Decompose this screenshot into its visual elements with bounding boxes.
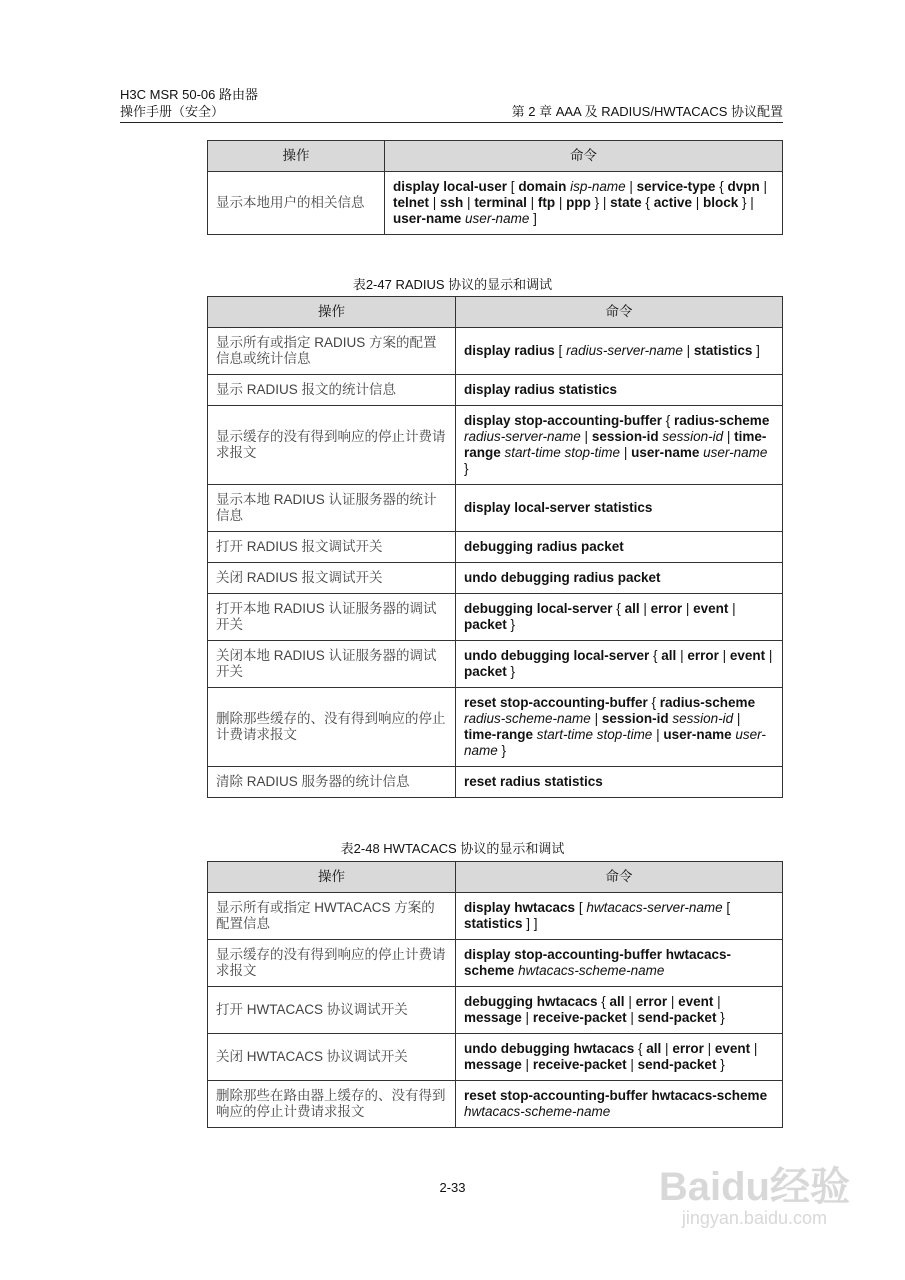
page-number: 2-33: [439, 1180, 466, 1195]
table-row: [208, 594, 783, 641]
command-keyword: receive-packet: [532, 1010, 627, 1025]
command-keyword: statistics: [464, 916, 523, 931]
command-argument: hwtacacs-scheme-name: [518, 963, 665, 978]
command-symbol: {: [597, 994, 610, 1009]
command-cell: [456, 767, 783, 798]
table-row: [208, 1034, 783, 1081]
local-user-table: [207, 140, 783, 235]
command-keyword: display radius statistics: [464, 382, 618, 397]
operation-cell: 显示本地用户的相关信息: [208, 172, 385, 235]
command-keyword: event: [714, 1041, 751, 1056]
command-keyword: session-id: [601, 711, 669, 726]
command-keyword: session-id: [591, 429, 659, 444]
table-row: [208, 688, 783, 767]
command-symbol: |: [759, 179, 767, 194]
command-symbol: } |: [738, 195, 754, 210]
command-symbol: |: [661, 1041, 673, 1056]
command-argument: radius-server-name: [566, 343, 683, 358]
command-argument: start-time stop-time: [536, 727, 653, 742]
command-symbol: |: [691, 195, 703, 210]
command-symbol: {: [641, 195, 654, 210]
command-symbol: [: [554, 343, 567, 358]
command-keyword: user-name: [631, 445, 700, 460]
command-symbol: {: [662, 413, 675, 428]
command-symbol: ] ]: [522, 916, 538, 931]
command-keyword: reset stop-accounting-buffer hwtacacs-scheme: [464, 1088, 768, 1103]
command-keyword: statistics: [693, 343, 753, 358]
command-argument: user-name: [703, 445, 768, 460]
command-symbol: |: [463, 195, 475, 210]
command-keyword: packet: [464, 617, 507, 632]
table-row: [208, 328, 783, 375]
command-symbol: |: [765, 648, 773, 663]
command-keyword: terminal: [474, 195, 527, 210]
command-keyword: error: [650, 601, 683, 616]
command-keyword: display stop-accounting-buffer: [464, 413, 663, 428]
command-keyword: state: [610, 195, 642, 210]
operation-cell: 打开 HWTACACS 协议调试开关: [208, 987, 456, 1034]
command-symbol: |: [580, 429, 592, 444]
watermark-url: jingyan.baidu.com: [681, 1208, 827, 1228]
command-keyword: all: [624, 601, 640, 616]
command-keyword: user-name: [663, 727, 732, 742]
command-symbol: {: [634, 1041, 647, 1056]
operation-cell: 显示本地 RADIUS 认证服务器的统计信息: [208, 485, 456, 532]
command-keyword: block: [702, 195, 739, 210]
table-row: [208, 893, 783, 940]
hwtacacs-table: [207, 861, 783, 1128]
command-argument: hwtacacs-scheme-name: [464, 1104, 611, 1119]
command-symbol: |: [703, 1041, 715, 1056]
command-symbol: |: [624, 994, 636, 1009]
command-keyword: send-packet: [637, 1057, 717, 1072]
command-keyword: reset radius statistics: [464, 774, 603, 789]
command-argument: hwtacacs-server-name: [586, 900, 723, 915]
command-cell: [456, 328, 783, 375]
command-keyword: time-range: [464, 727, 534, 742]
header-chapter: 第 2 章 AAA 及 RADIUS/HWTACACS 协议配置: [511, 104, 783, 119]
watermark-logo-text: Baidu经验: [658, 1165, 850, 1209]
operation-cell: 打开本地 RADIUS 认证服务器的调试开关: [208, 594, 456, 641]
command-keyword: event: [678, 994, 714, 1009]
operation-cell: 删除那些缓存的、没有得到响应的停止计费请求报文: [208, 688, 456, 767]
command-keyword: packet: [464, 664, 507, 679]
command-keyword: debugging hwtacacs: [464, 994, 598, 1009]
command-symbol: {: [649, 648, 662, 663]
command-keyword: display stop-accounting-buffer hwtacacs-scheme: [464, 947, 732, 978]
header-manual: 操作手册（安全）: [120, 104, 225, 119]
command-cell: [456, 893, 783, 940]
command-symbol: |: [718, 648, 730, 663]
command-symbol: |: [625, 179, 637, 194]
command-keyword: service-type: [636, 179, 716, 194]
operation-cell: 显示所有或指定 HWTACACS 方案的配置信息: [208, 893, 456, 940]
radius-table: [207, 296, 783, 798]
command-cell: [456, 594, 783, 641]
command-keyword: undo debugging radius packet: [464, 570, 661, 585]
table-row: [208, 940, 783, 987]
table-row: [208, 485, 783, 532]
table-caption-radius: 表2-47 RADIUS 协议的显示和调试: [352, 277, 553, 292]
command-keyword: error: [635, 994, 668, 1009]
command-symbol: |: [555, 195, 567, 210]
command-symbol: |: [526, 195, 538, 210]
table-row: [208, 563, 783, 594]
command-keyword: debugging local-server: [464, 601, 613, 616]
col-header-operation: 操作: [208, 297, 456, 328]
table-row: [208, 375, 783, 406]
table-row: [208, 172, 783, 235]
command-symbol: |: [667, 994, 679, 1009]
table-row: [208, 767, 783, 798]
command-keyword: user-name: [393, 211, 462, 226]
command-symbol: }: [716, 1010, 725, 1025]
command-cell: [456, 485, 783, 532]
command-symbol: |: [733, 711, 741, 726]
command-keyword: error: [672, 1041, 704, 1056]
command-cell: [456, 688, 783, 767]
command-symbol: }: [497, 743, 507, 758]
command-keyword: event: [693, 601, 729, 616]
command-symbol: |: [750, 1041, 758, 1056]
operation-cell: 打开 RADIUS 报文调试开关: [208, 532, 456, 563]
col-header-command: 命令: [385, 141, 783, 172]
command-cell: [456, 1034, 783, 1081]
command-symbol: |: [626, 1010, 638, 1025]
col-header-operation: 操作: [208, 141, 385, 172]
command-keyword: send-packet: [637, 1010, 717, 1025]
operation-cell: 关闭 HWTACACS 协议调试开关: [208, 1034, 456, 1081]
operation-cell: 删除那些在路由器上缓存的、没有得到响应的停止计费请求报文: [208, 1081, 456, 1128]
command-cell: [456, 563, 783, 594]
command-keyword: receive-packet: [532, 1057, 627, 1072]
command-symbol: |: [590, 711, 602, 726]
command-symbol: }: [506, 664, 516, 679]
command-cell: [456, 1081, 783, 1128]
command-keyword: event: [729, 648, 766, 663]
command-symbol: {: [612, 601, 625, 616]
command-keyword: active: [653, 195, 692, 210]
command-keyword: all: [661, 648, 677, 663]
operation-cell: 显示缓存的没有得到响应的停止计费请求报文: [208, 406, 456, 485]
command-symbol: |: [676, 648, 688, 663]
command-argument: start-time stop-time: [504, 445, 621, 460]
header-product: H3C MSR 50-06 路由器: [120, 87, 258, 102]
command-keyword: display hwtacacs: [464, 900, 576, 915]
command-symbol: [: [507, 179, 519, 194]
command-cell: [456, 641, 783, 688]
command-cell: [456, 940, 783, 987]
operation-cell: 关闭 RADIUS 报文调试开关: [208, 563, 456, 594]
command-keyword: ssh: [440, 195, 464, 210]
command-keyword: debugging radius packet: [464, 539, 624, 554]
command-symbol: |: [521, 1010, 533, 1025]
command-argument: radius-scheme-name: [464, 711, 591, 726]
command-keyword: undo debugging hwtacacs: [464, 1041, 635, 1056]
command-keyword: radius-scheme: [659, 695, 756, 710]
col-header-operation: 操作: [208, 862, 456, 893]
command-keyword: display radius: [464, 343, 555, 358]
command-cell: [456, 532, 783, 563]
command-keyword: dvpn: [727, 179, 760, 194]
command-symbol: {: [715, 179, 728, 194]
table-row: [208, 641, 783, 688]
command-cell: [385, 172, 783, 235]
table-row: [208, 406, 783, 485]
command-keyword: ppp: [566, 195, 591, 210]
command-symbol: [: [722, 900, 731, 915]
command-symbol: |: [682, 601, 694, 616]
command-argument: session-id: [662, 429, 724, 444]
command-keyword: message: [464, 1057, 522, 1072]
command-symbol: }: [506, 617, 516, 632]
col-header-command: 命令: [456, 297, 783, 328]
command-cell: [456, 406, 783, 485]
table-row: [208, 532, 783, 563]
command-symbol: |: [429, 195, 441, 210]
command-argument: session-id: [672, 711, 734, 726]
command-keyword: error: [687, 648, 719, 663]
command-symbol: {: [647, 695, 660, 710]
command-symbol: |: [713, 994, 721, 1009]
command-symbol: |: [728, 601, 736, 616]
command-symbol: }: [716, 1057, 725, 1072]
command-keyword: domain: [518, 179, 567, 194]
operation-cell: 显示 RADIUS 报文的统计信息: [208, 375, 456, 406]
operation-cell: 显示所有或指定 RADIUS 方案的配置信息或统计信息: [208, 328, 456, 375]
header-rule: [120, 122, 783, 123]
command-keyword: time-range: [464, 429, 767, 460]
operation-cell: 关闭本地 RADIUS 认证服务器的调试开关: [208, 641, 456, 688]
command-symbol: } |: [590, 195, 611, 210]
command-symbol: |: [682, 343, 694, 358]
baidu-watermark-logo: [659, 1155, 850, 1229]
command-keyword: all: [609, 994, 625, 1009]
command-keyword: message: [464, 1010, 522, 1025]
command-keyword: reset stop-accounting-buffer: [464, 695, 648, 710]
command-symbol: |: [620, 445, 632, 460]
command-symbol: |: [626, 1057, 638, 1072]
command-keyword: display local-user: [393, 179, 508, 194]
command-symbol: |: [723, 429, 735, 444]
command-keyword: radius-scheme: [674, 413, 770, 428]
command-cell: [456, 987, 783, 1034]
table-caption-hwtacacs: 表2-48 HWTACACS 协议的显示和调试: [340, 841, 565, 856]
command-symbol: |: [652, 727, 664, 742]
command-keyword: display local-server statistics: [464, 500, 653, 515]
command-symbol: ]: [752, 343, 760, 358]
command-argument: isp-name: [570, 179, 626, 194]
command-argument: radius-server-name: [464, 429, 581, 444]
command-argument: user-name: [464, 727, 766, 758]
table-row: [208, 987, 783, 1034]
operation-cell: 显示缓存的没有得到响应的停止计费请求报文: [208, 940, 456, 987]
table-row: [208, 1081, 783, 1128]
command-symbol: |: [639, 601, 651, 616]
command-symbol: [: [575, 900, 587, 915]
command-symbol: }: [464, 461, 469, 476]
col-header-command: 命令: [456, 862, 783, 893]
command-cell: [456, 375, 783, 406]
command-symbol: ]: [529, 211, 537, 226]
command-symbol: |: [521, 1057, 533, 1072]
command-keyword: undo debugging local-server: [464, 648, 650, 663]
command-keyword: telnet: [393, 195, 430, 210]
command-keyword: ftp: [537, 195, 556, 210]
command-keyword: all: [646, 1041, 662, 1056]
command-argument: user-name: [465, 211, 530, 226]
operation-cell: 清除 RADIUS 服务器的统计信息: [208, 767, 456, 798]
